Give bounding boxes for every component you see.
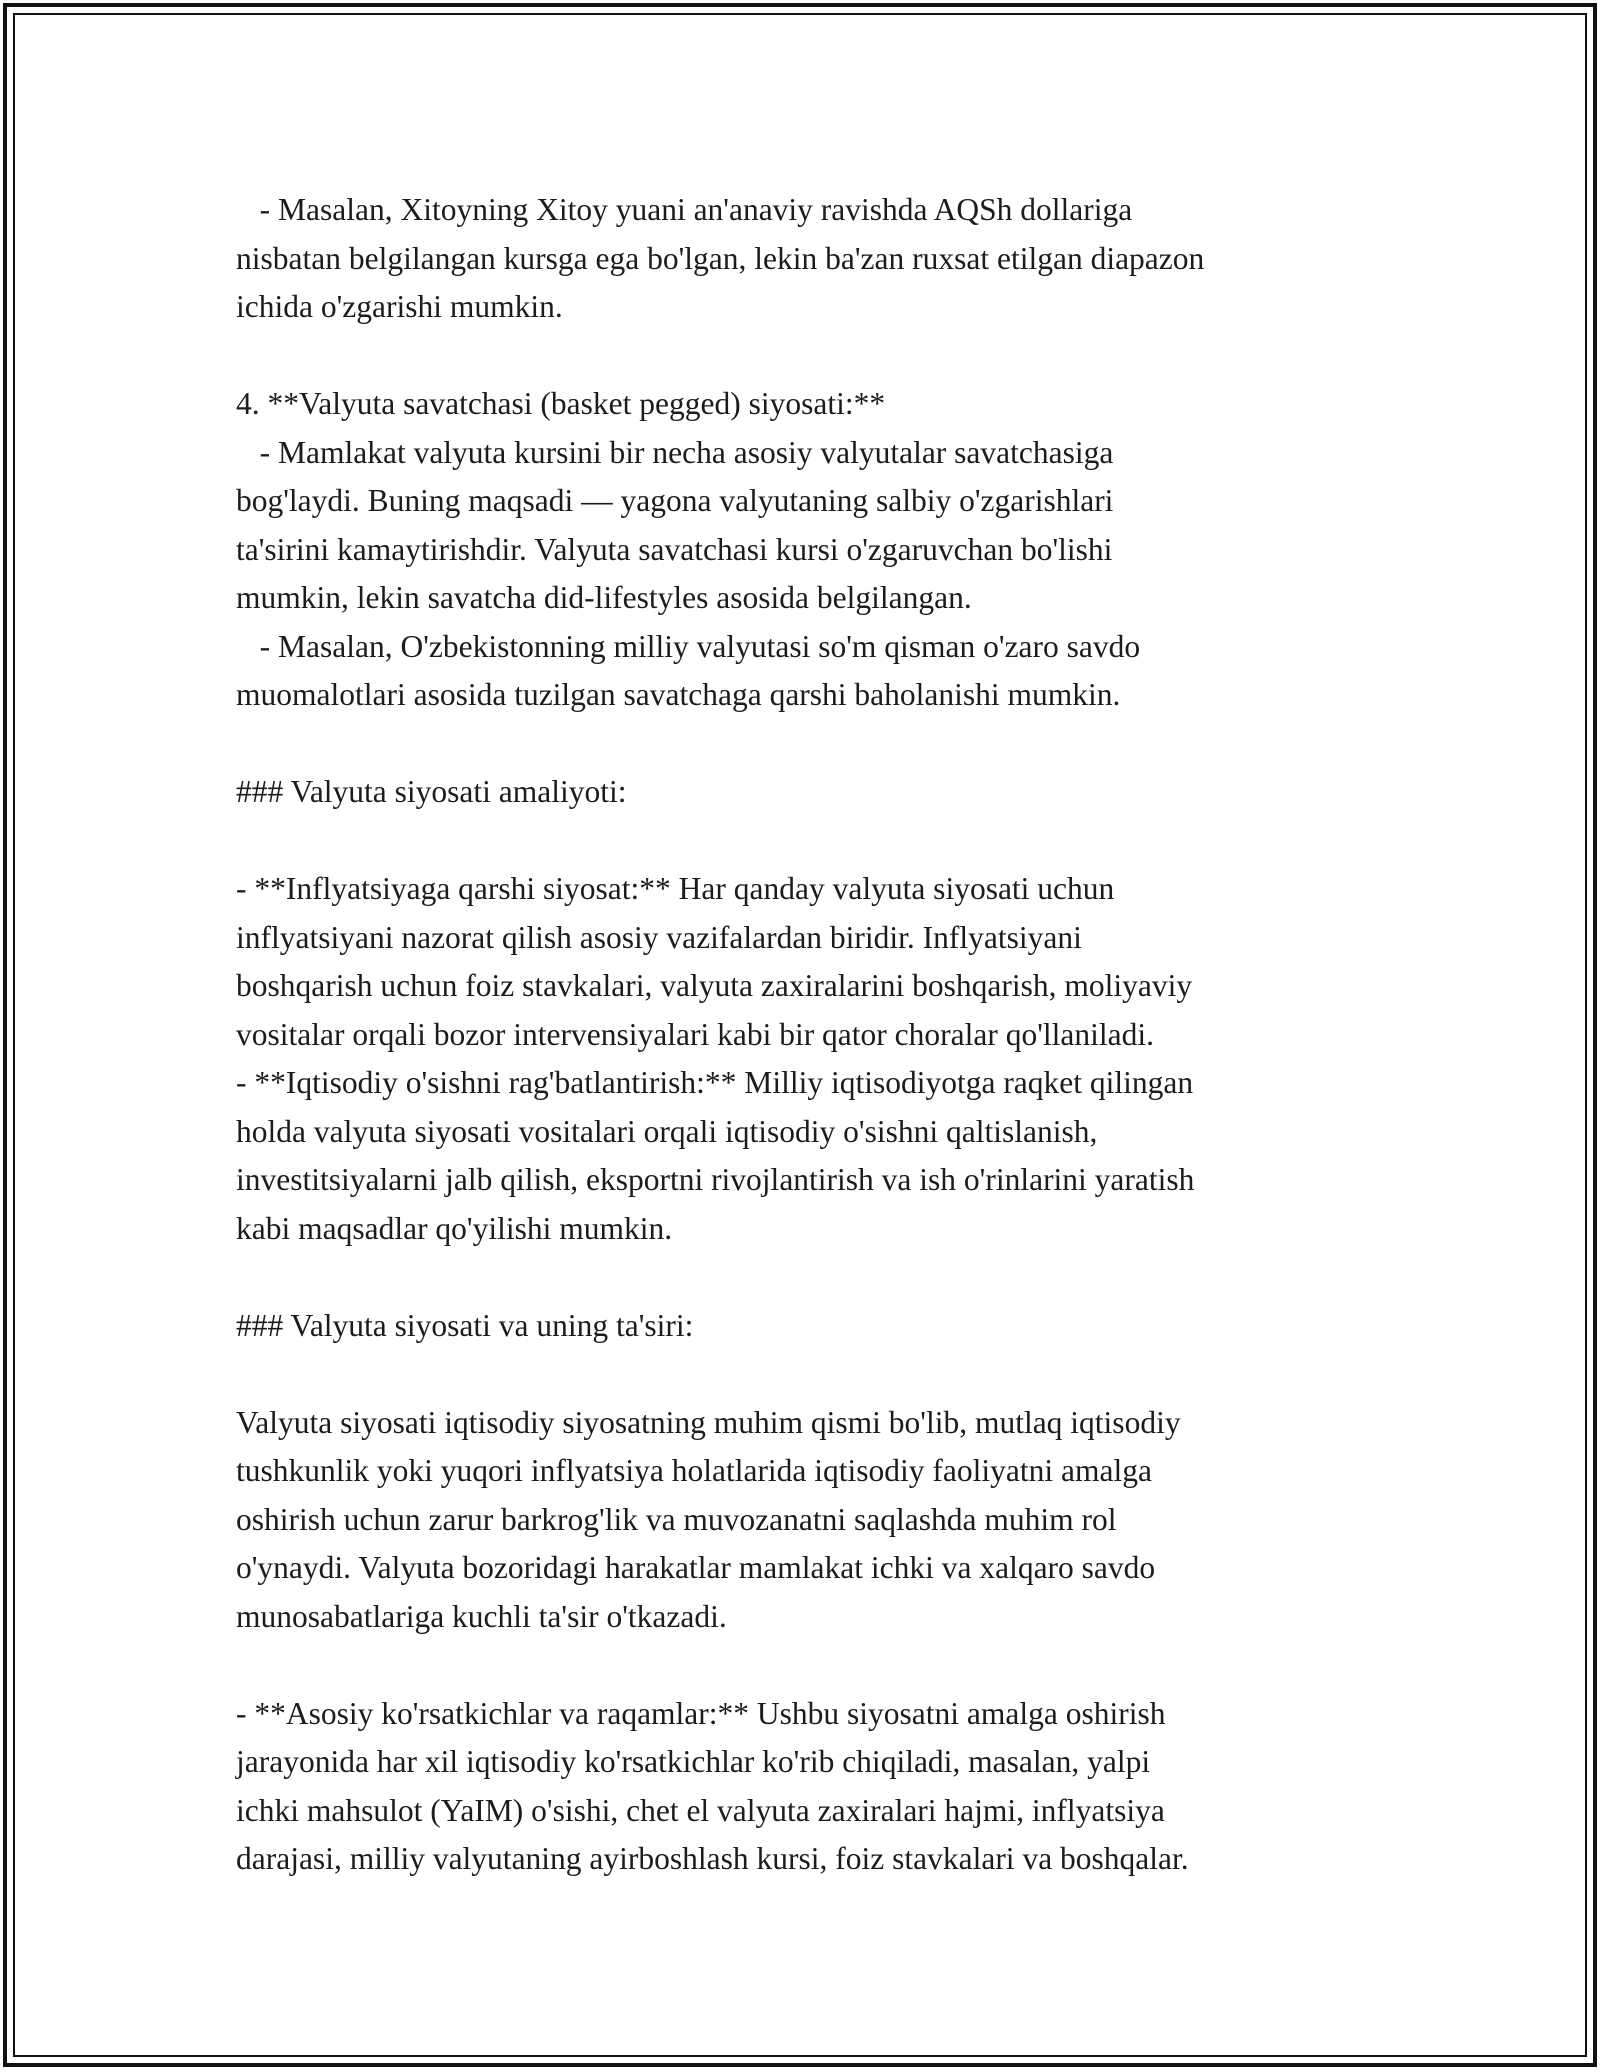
text-line: investitsiyalarni jalb qilish, eksportni rivojlantirish va ish o'rinlarini yaratish — [236, 1162, 1195, 1197]
blank-line — [236, 332, 1386, 381]
text-line: - Masalan, O'zbekistonning milliy valyutasi so'm qisman o'zaro savdo — [236, 628, 1141, 664]
text-line: nisbatan belgilangan kursga ega bo'lgan, lekin ba'zan ruxsat etilgan diapazon — [236, 240, 1205, 276]
text-line: ta'sirini kamaytirishdir. Valyuta savatchasi kursi o'zgaruvchan bo'lishi — [236, 531, 1113, 567]
blank-line — [236, 1253, 1386, 1302]
text-line: - Mamlakat valyuta kursini bir necha asosiy valyutalar savatchasiga — [236, 434, 1114, 470]
text-line: jarayonida har xil iqtisodiy ko'rsatkichlar ko'rib chiqiladi, masalan, yalpi — [236, 1744, 1151, 1779]
blank-line — [236, 720, 1386, 769]
section-heading: ### Valyuta siyosati amaliyoti: — [236, 774, 627, 809]
blank-line — [236, 817, 1386, 866]
bullet-item: - **Iqtisodiy o'sishni rag'batlantirish:** Milliy iqtisodiyotga raqket qilingan — [236, 1065, 1194, 1100]
blank-line — [236, 1641, 1386, 1690]
paragraph-line: Valyuta siyosati iqtisodiy siyosatning muhim qismi bo'lib, mutlaq iqtisodiy — [236, 1404, 1181, 1440]
text-line: darajasi, milliy valyutaning ayirboshlash kursi, foiz stavkalari va boshqalar. — [236, 1841, 1189, 1876]
text-line: ichida o'zgarishi mumkin. — [236, 289, 563, 324]
bullet-item: - **Inflyatsiyaga qarshi siyosat:** Har qanday valyuta siyosati uchun — [236, 871, 1115, 906]
document-body — [236, 186, 1386, 1884]
paragraph-line: o'ynaydi. Valyuta bozoridagi harakatlar mamlakat ichki va xalqaro savdo — [236, 1550, 1156, 1585]
text-line: ichki mahsulot (YaIM) o'sishi, chet el valyuta zaxiralari hajmi, inflyatsiya — [236, 1792, 1165, 1828]
text-line: holda valyuta siyosati vositalari orqali iqtisodiy o'sishni qaltislanish, — [236, 1113, 1098, 1149]
text-line: muomalotlari asosida tuzilgan savatchaga qarshi baholanishi mumkin. — [236, 677, 1121, 712]
text-line: kabi maqsadlar qo'yilishi mumkin. — [236, 1210, 673, 1246]
blank-line — [236, 1350, 1386, 1399]
paragraph-line: munosabatlariga kuchli ta'sir o'tkazadi. — [236, 1598, 727, 1634]
text-line: vositalar orqali bozor intervensiyalari kabi bir qator choralar qo'llaniladi. — [236, 1016, 1154, 1052]
text-line: inflyatsiyani nazorat qilish asosiy vazifalardan biridir. Inflyatsiyani — [236, 919, 1082, 955]
text-line: bog'laydi. Buning maqsadi — yagona valyutaning salbiy o'zgarishlari — [236, 483, 1114, 518]
text-line: mumkin, lekin savatcha did-lifestyles asosida belgilangan. — [236, 580, 972, 615]
bullet-item: - **Asosiy ko'rsatkichlar va raqamlar:** Ushbu siyosatni amalga oshirish — [236, 1695, 1166, 1731]
text-line: - Masalan, Xitoyning Xitoy yuani an'anaviy ravishda AQSh dollariga — [236, 192, 1133, 227]
list-heading-4: 4. **Valyuta savatchasi (basket pegged) siyosati:** — [236, 386, 886, 421]
text-line: boshqarish uchun foiz stavkalari, valyuta zaxiralarini boshqarish, moliyaviy — [236, 968, 1193, 1003]
section-heading: ### Valyuta siyosati va uning ta'siri: — [236, 1307, 694, 1343]
paragraph-line: oshirish uchun zarur barkrog'lik va muvozanatni saqlashda muhim rol — [236, 1501, 1117, 1537]
paragraph-line: tushkunlik yoki yuqori inflyatsiya holatlarida iqtisodiy faoliyatni amalga — [236, 1453, 1152, 1488]
